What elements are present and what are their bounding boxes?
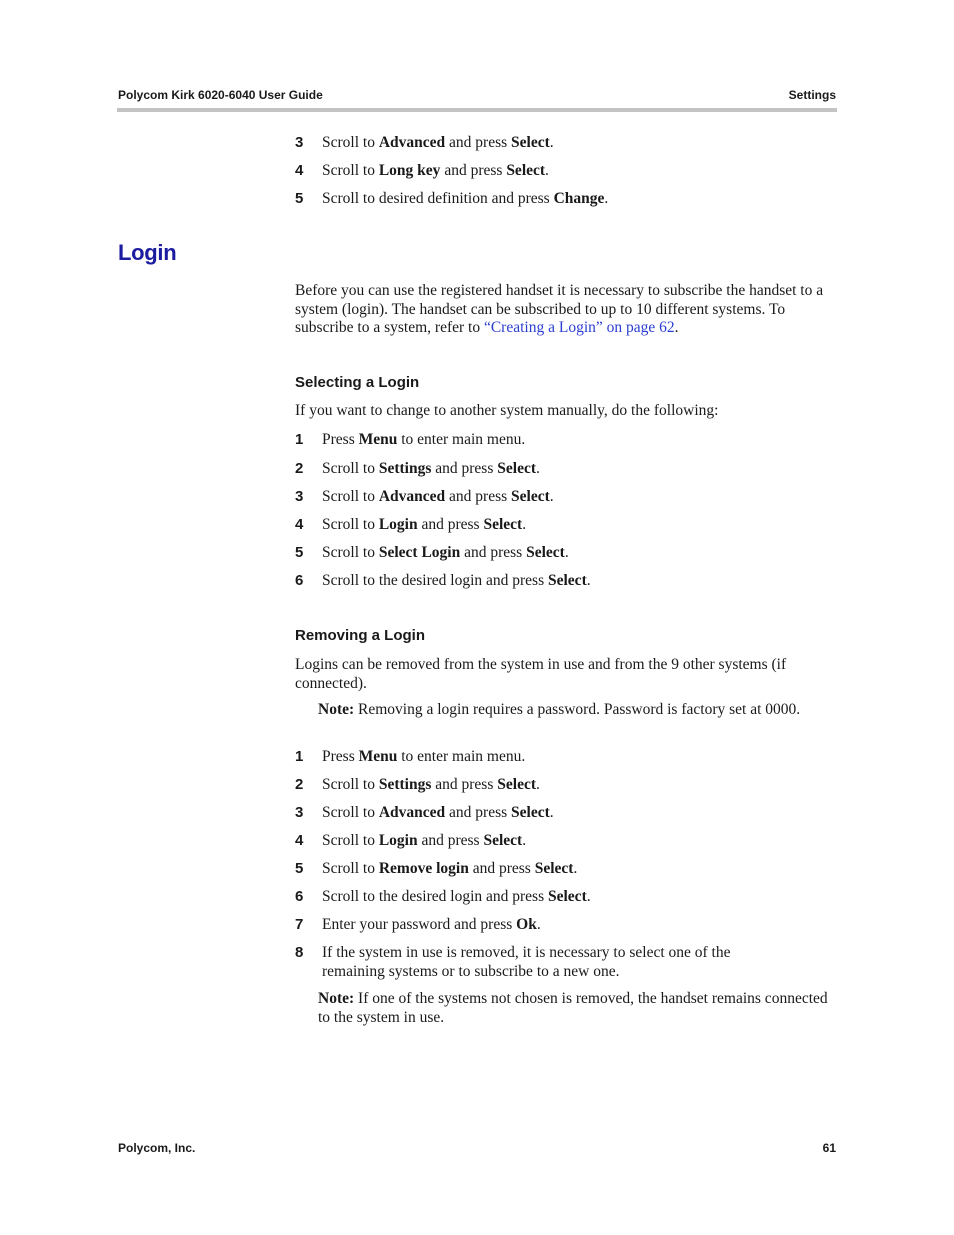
step-text: Scroll to the desired login and press Select. bbox=[322, 572, 591, 589]
step-text: Scroll to desired definition and press Change. bbox=[322, 190, 609, 207]
section-heading-login: Login bbox=[118, 240, 177, 265]
step-text: Scroll to Login and press Select. bbox=[322, 516, 527, 533]
step-number: 6 bbox=[295, 888, 304, 905]
step-text: Scroll to Advanced and press Select. bbox=[322, 488, 554, 505]
step-number: 4 bbox=[295, 162, 304, 179]
step-text: Scroll to Select Login and press Select. bbox=[322, 544, 569, 561]
step-number: 8 bbox=[295, 944, 304, 961]
step-text: Press Menu to enter main menu. bbox=[322, 748, 526, 765]
page-header bbox=[118, 88, 836, 104]
step-text: Scroll to Long key and press Select. bbox=[322, 162, 549, 179]
login-paragraph: Before you can use the registered handset it is necessary to subscribe the handset to a system (login). The handset can be subscribed to up to 10 different systems. To subscribe to a system, refer to “Creating a Login” on page 62. bbox=[295, 282, 824, 336]
step-number: 2 bbox=[295, 776, 304, 793]
step-number: 3 bbox=[295, 134, 304, 151]
step-text: Scroll to Settings and press Select. bbox=[322, 776, 540, 793]
step-text: Scroll to Settings and press Select. bbox=[322, 460, 540, 477]
step-number: 3 bbox=[295, 804, 304, 821]
note-password: Note: Removing a login requires a password. Password is factory set at 0000. bbox=[318, 701, 801, 718]
step-number: 5 bbox=[295, 190, 304, 207]
step-number: 3 bbox=[295, 488, 304, 505]
step-number: 1 bbox=[295, 431, 304, 448]
section-name: Settings bbox=[788, 88, 836, 102]
step-number: 5 bbox=[295, 544, 304, 561]
step-number: 7 bbox=[295, 916, 304, 933]
note-remaining-system: Note: If one of the systems not chosen is removed, the handset remains connected to the system in use. bbox=[318, 990, 828, 1026]
step-number: 5 bbox=[295, 860, 304, 877]
page-number: 61 bbox=[822, 1141, 836, 1155]
step-text: Press Menu to enter main menu. bbox=[322, 431, 526, 448]
step-text: Enter your password and press Ok. bbox=[322, 916, 541, 933]
company-name: Polycom, Inc. bbox=[118, 1141, 196, 1155]
header-rule bbox=[117, 108, 837, 112]
document-title: Polycom Kirk 6020-6040 User Guide bbox=[118, 88, 323, 102]
page-footer bbox=[118, 1141, 836, 1157]
step-text: Scroll to Advanced and press Select. bbox=[322, 804, 554, 821]
subheading-selecting-login: Selecting a Login bbox=[295, 374, 420, 391]
selecting-intro: If you want to change to another system manually, do the following: bbox=[295, 402, 719, 419]
step-text: Scroll to Advanced and press Select. bbox=[322, 134, 554, 151]
step-text: If the system in use is removed, it is necessary to select one of the remaining systems or to subscribe to a new one. bbox=[322, 944, 731, 980]
step-number: 2 bbox=[295, 460, 304, 477]
subheading-removing-login: Removing a Login bbox=[295, 627, 426, 644]
step-number: 6 bbox=[295, 572, 304, 589]
step-text: Scroll to Login and press Select. bbox=[322, 832, 527, 849]
step-number: 4 bbox=[295, 832, 304, 849]
step-number: 1 bbox=[295, 748, 304, 765]
removing-intro: Logins can be removed from the system in use and from the 9 other systems (if connected). bbox=[295, 656, 787, 692]
step-text: Scroll to Remove login and press Select. bbox=[322, 860, 578, 877]
creating-login-link[interactable]: “Creating a Login” on page 62 bbox=[483, 319, 675, 336]
step-number: 4 bbox=[295, 516, 304, 533]
step-text: Scroll to the desired login and press Select. bbox=[322, 888, 591, 905]
